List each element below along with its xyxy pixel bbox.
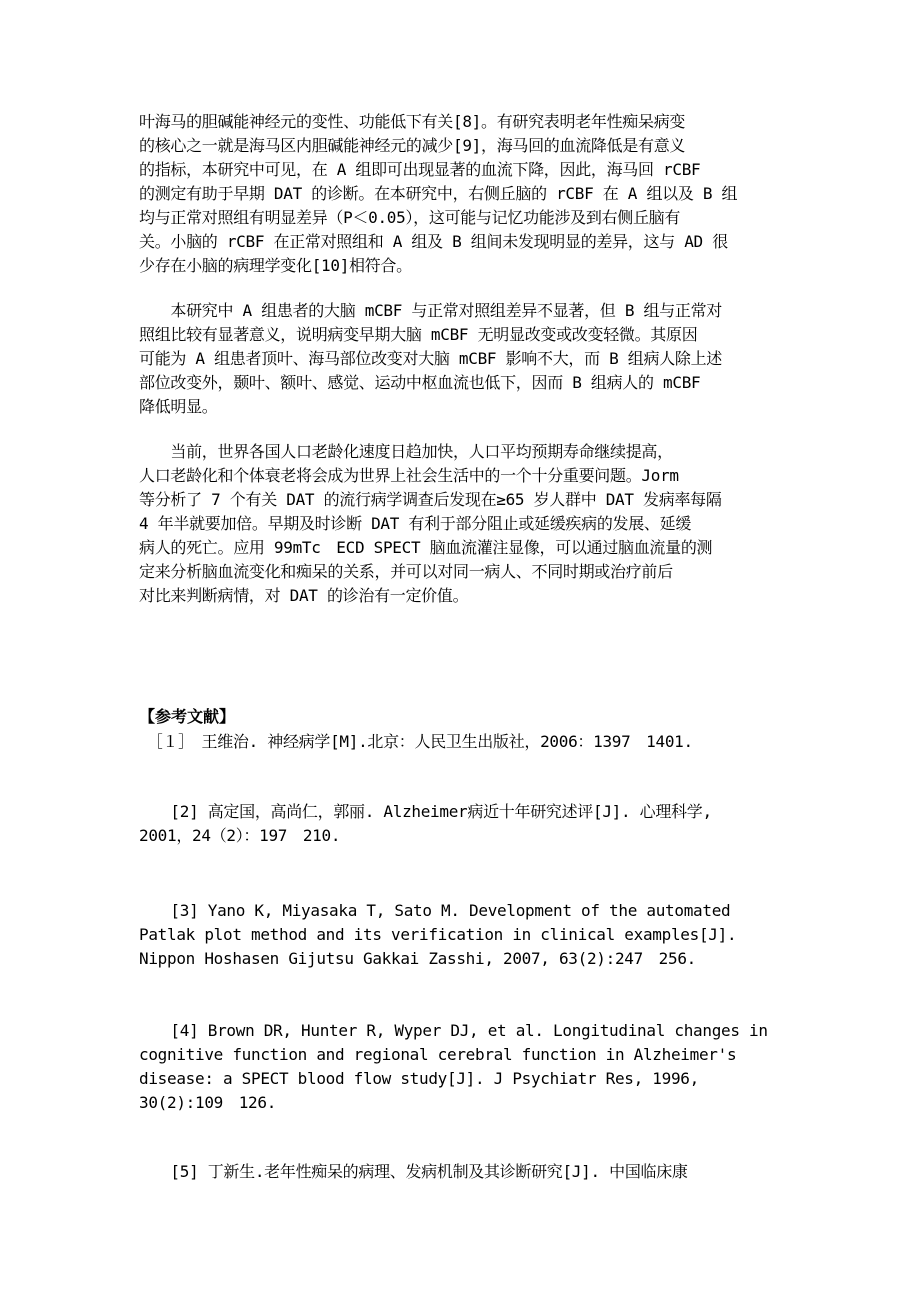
references-heading: 【参考文献】: [139, 707, 236, 726]
body-paragraph-3: 当前，世界各国人口老龄化速度日趋加快，人口平均预期寿命继续提高， 人口老龄化和个体衰老将会成为世界上社会生活中的一个十分重要问题。Jorm 等分析了 7 个有关 DAT 的流行病学调查后发现在≥65 岁人群中 DAT 发病率每隔 4 年半就要加倍。早期及时诊断 DAT 有利于部分阻止或延缓疾病的发展、延缓 病人的死亡。应用 99mTc ECD SPECT 脑血流灌注显像，可以通过脑血流量的测 定来分析脑血流变化和痴呆的关系，并可以对同一病人、不同时期或治疗前后 对比来判断病情，对 DAT 的诊治有一定价值。: [139, 442, 722, 605]
reference-5: [5] 丁新生.老年性痴呆的病理、发病机制及其诊断研究[J]. 中国临床康: [139, 1162, 688, 1181]
body-paragraph-1: 叶海马的胆碱能神经元的变性、功能低下有关[8]。有研究表明老年性痴呆病变 的核心之一就是海马区内胆碱能神经元的减少[9]，海马回的血流降低是有意义 的指标，本研究中可见，在 A 组即可出现显著的血流下降，因此，海马回 rCBF 的测定有助于早期 DAT 的诊断。在本研究中，右侧丘脑的 rCBF 在 A 组以及 B 组 均与正常对照组有明显差异（P＜0.05），这可能与记忆功能涉及到右侧丘脑有 关。小脑的 rCBF 在正常对照组和 A 组及 B 组间未发现明显的差异，这与 AD 很 少存在小脑的病理学变化[10]相符合。: [139, 112, 738, 275]
body-paragraph-2: 本研究中 A 组患者的大脑 mCBF 与正常对照组差异不显著，但 B 组与正常对 照组比较有显著意义，说明病变早期大脑 mCBF 无明显改变或改变轻微。其原因 可能为 A 组患者顶叶、海马部位改变对大脑 mCBF 影响不大，而 B 组病人除上述 部位改变外，颞叶、额叶、感觉、运动中枢血流也低下，因而 B 组病人的 mCBF 降低明显。: [139, 301, 722, 416]
reference-4: [4] Brown DR, Hunter R, Wyper DJ, et al. Longitudinal changes in cognitive function and regional cerebral function in Alzheimer's disease: a SPECT blood flow study[J]. J Psychiatr Res, 1996, 30(2):109 126.: [139, 1021, 768, 1112]
reference-2: [2] 高定国，高尚仁，郭丽. Alzheimer病近十年研究述评[J]. 心理科学, 2001，24（2）：197 210.: [139, 802, 712, 845]
reference-1: ［１］ 王维治. 神经病学[M].北京：人民卫生出版社，2006：1397 1401.: [139, 732, 693, 751]
reference-3: [3] Yano K, Miyasaka T, Sato M. Development of the automated Patlak plot method and its verification in clinical examples[J]. Nippon Hoshasen Gijutsu Gakkai Zasshi, 2007, 63(2):247 256.: [139, 901, 737, 968]
